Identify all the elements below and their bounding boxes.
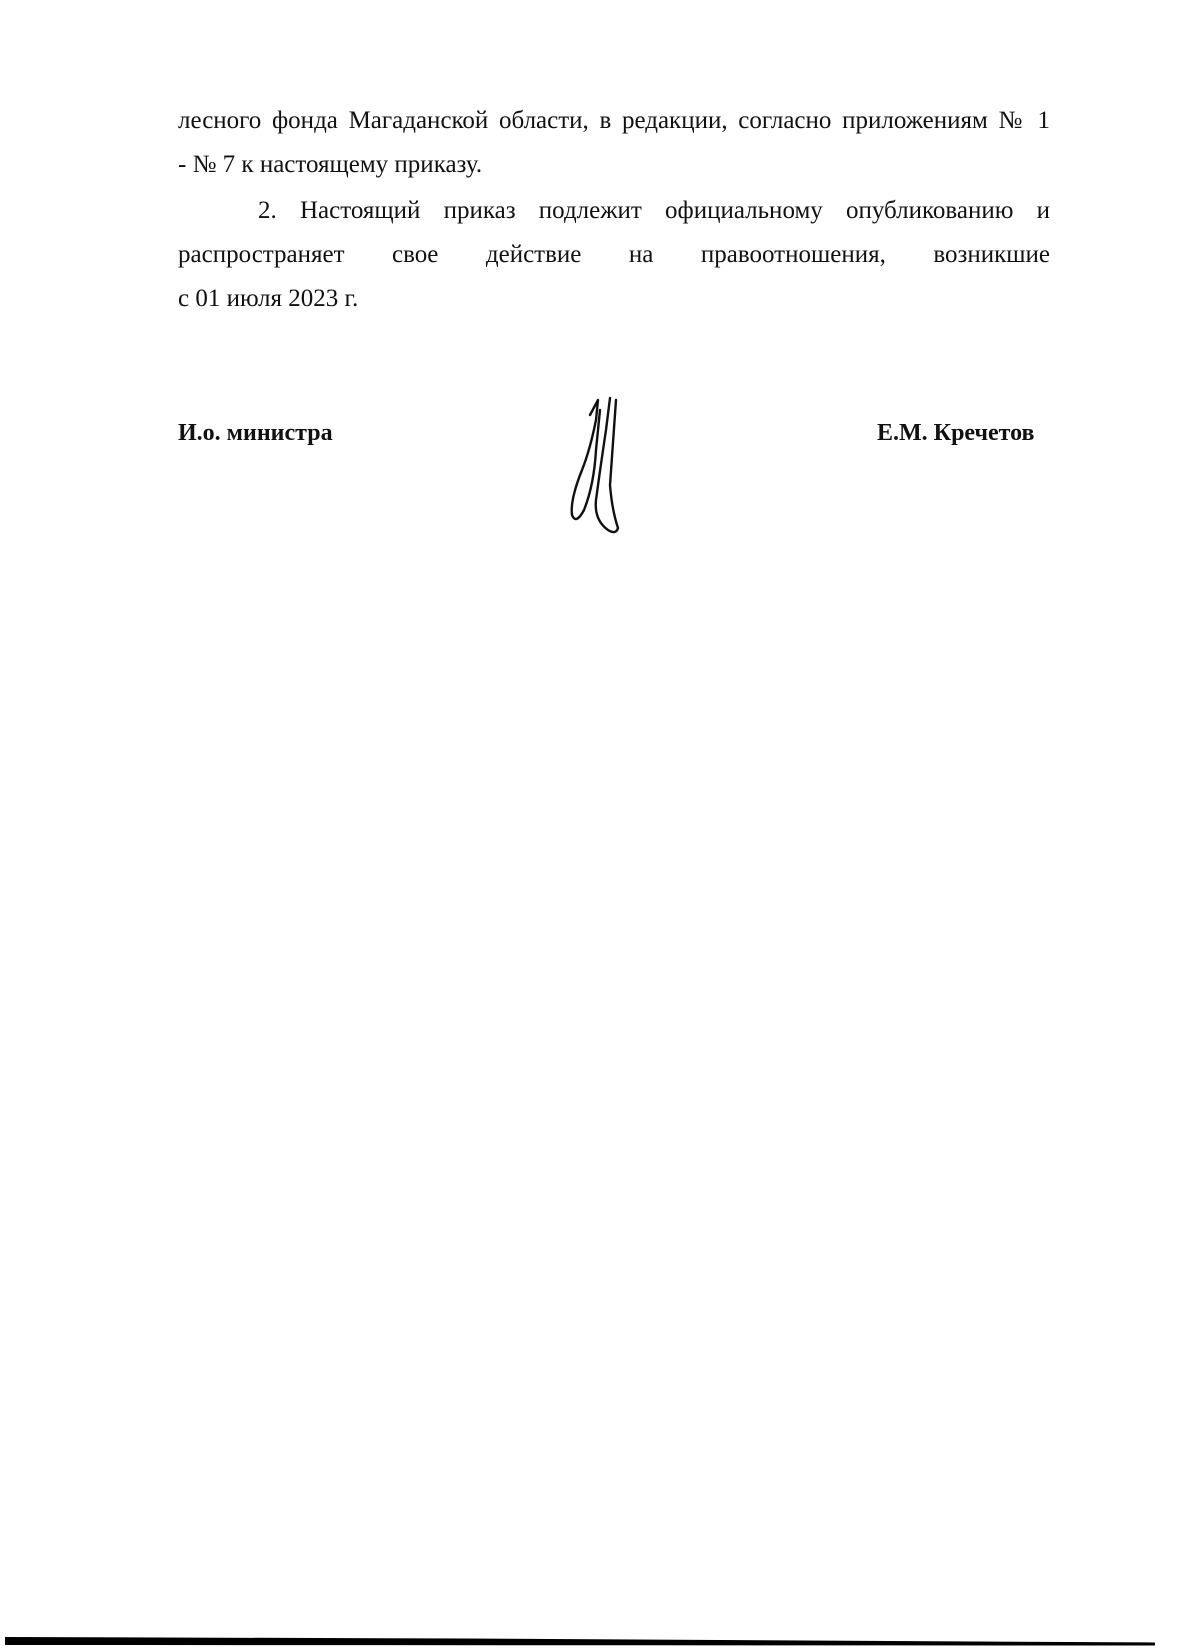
signatory-position: И.о. министра	[178, 420, 333, 446]
signatory-name: Е.М. Кречетов	[877, 420, 1035, 446]
paragraph-2-line-3: с 01 июля 2023 г.	[178, 285, 359, 312]
bottom-scan-edge-line	[5, 1637, 1155, 1647]
paragraph-2-line-1: 2. Настоящий приказ подлежит официальному опубликованию и	[258, 197, 1050, 224]
paragraph-1-line-1: лесного фонда Магаданской области, в редакции, согласно приложениям № 1	[178, 107, 1050, 134]
handwritten-signature	[560, 390, 640, 535]
paragraph-2-line-2: распространяет своe действие на правоотношения, возникшие	[178, 241, 1050, 268]
paragraph-1-line-2: - № 7 к настоящему приказу.	[178, 151, 483, 178]
